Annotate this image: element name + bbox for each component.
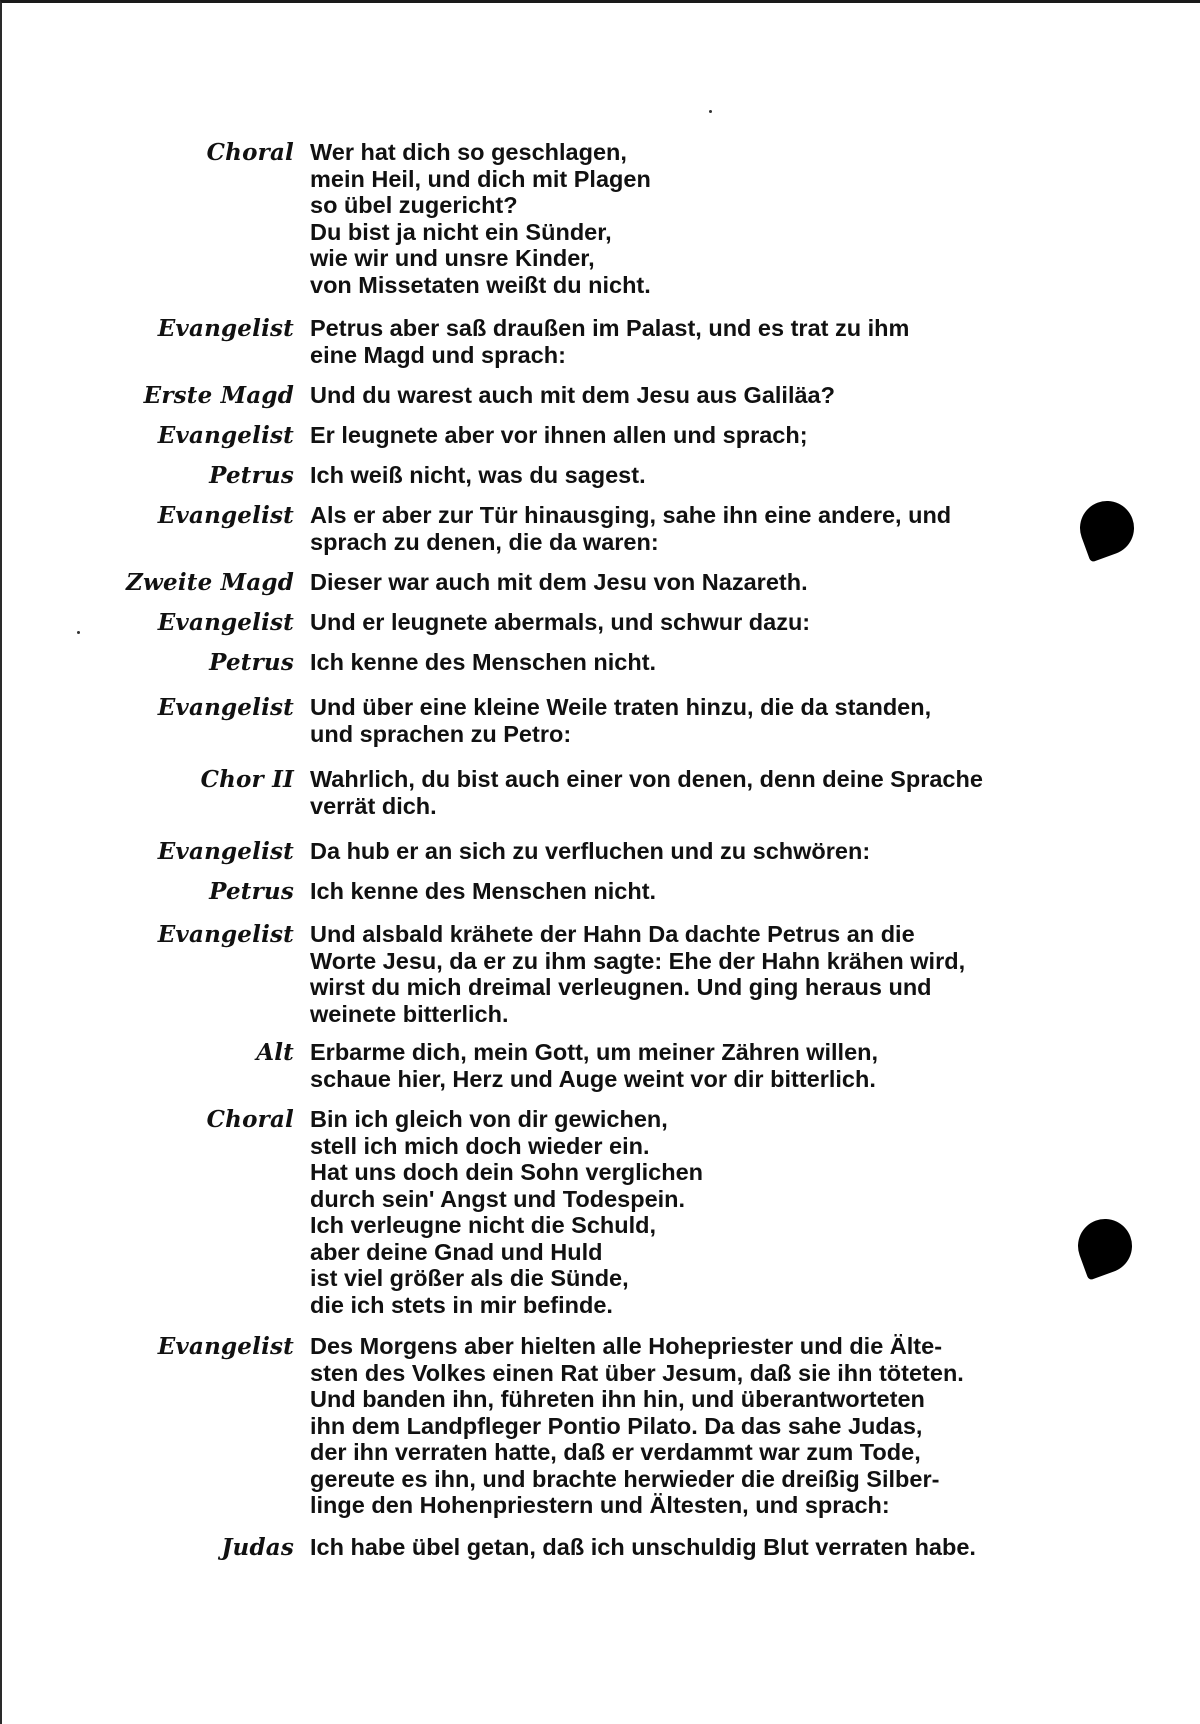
text-line: Da hub er an sich zu verfluchen und zu schwören: — [310, 838, 871, 864]
text-line: Des Morgens aber hielten alle Hohepriester und die Älte- — [310, 1333, 943, 1359]
libretto-entry — [2, 502, 1200, 555]
entry-text — [310, 649, 1050, 676]
text-line: Bin ich gleich von dir gewichen, — [310, 1106, 668, 1132]
libretto-entry — [2, 315, 1200, 368]
entry-text — [310, 422, 1050, 449]
speaker-label: Evangelist — [157, 609, 294, 636]
speaker-label: Evangelist — [157, 694, 294, 721]
entry-text — [310, 694, 1050, 747]
text-line: schaue hier, Herz und Auge weint vor dir bitterlich. — [310, 1065, 876, 1092]
text-line: Ich weiß nicht, was du sagest. — [310, 462, 646, 488]
speaker-label: Evangelist — [157, 921, 294, 948]
text-line: Dieser war auch mit dem Jesu von Nazareth. — [310, 569, 808, 595]
text-line: Und alsbald krähete der Hahn Da dachte Petrus an die — [310, 921, 915, 947]
text-line: ist viel größer als die Sünde, — [310, 1265, 629, 1291]
text-line: weinete bitterlich. — [310, 1000, 509, 1027]
libretto-entry — [2, 462, 1200, 489]
text-line: sten des Volkes einen Rat über Jesum, daß sie ihn töteten. — [310, 1359, 964, 1386]
text-line: Du bist ja nicht ein Sünder, — [310, 218, 612, 245]
entry-text — [310, 382, 1050, 409]
text-line: Als er aber zur Tür hinausging, sahe ihn eine andere, und — [310, 502, 952, 528]
text-line: stell ich mich doch wieder ein. — [310, 1132, 650, 1159]
speaker-label: Evangelist — [157, 838, 294, 865]
speaker-label: Evangelist — [157, 315, 294, 342]
text-line: Hat uns doch dein Sohn verglichen — [310, 1159, 704, 1185]
text-line: die ich stets in mir befinde. — [310, 1291, 613, 1318]
text-line: sprach zu denen, die da waren: — [310, 528, 659, 555]
text-line: Wahrlich, du bist auch einer von denen, denn deine Sprache — [310, 766, 983, 792]
speaker-label: Alt — [256, 1039, 294, 1066]
text-line: Und über eine kleine Weile traten hinzu, die da standen, — [310, 694, 932, 720]
text-line: gereute es ihn, und brachte herwieder die dreißig Silber- — [310, 1465, 940, 1492]
print-speck — [709, 110, 712, 113]
speaker-label: Evangelist — [157, 502, 294, 529]
speaker-label: Evangelist — [157, 422, 294, 449]
entry-text — [310, 609, 1050, 636]
libretto-entry — [2, 1039, 1200, 1092]
speaker-label: Evangelist — [157, 1333, 294, 1360]
text-line: und sprachen zu Petro: — [310, 720, 572, 747]
text-line: verrät dich. — [310, 792, 437, 819]
text-line: Ich habe übel getan, daß ich unschuldig Blut verraten habe. — [310, 1533, 976, 1560]
libretto-entry — [2, 609, 1200, 636]
entry-text — [310, 569, 1050, 596]
libretto-entry — [2, 139, 1200, 298]
speaker-label: Choral — [206, 139, 294, 166]
entry-text — [310, 1039, 1050, 1092]
libretto-text — [2, 139, 1200, 1561]
libretto-entry — [2, 1106, 1200, 1318]
entry-text — [310, 462, 1050, 489]
entry-text — [310, 1106, 1050, 1318]
text-line: Und du warest auch mit dem Jesu aus Galiläa? — [310, 382, 835, 408]
speaker-label: Petrus — [209, 649, 294, 676]
libretto-entry — [2, 1534, 1200, 1561]
entry-text — [310, 502, 1050, 555]
libretto-entry — [2, 694, 1200, 747]
speaker-label: Judas — [221, 1533, 294, 1561]
text-line: Und er leugnete abermals, und schwur dazu: — [310, 609, 811, 635]
print-speck — [77, 631, 80, 634]
text-line: Und banden ihn, führeten ihn hin, und überantworteten — [310, 1386, 925, 1412]
text-line: wie wir und unsre Kinder, — [310, 245, 595, 271]
entry-text — [310, 315, 1050, 368]
entry-text — [310, 1534, 1050, 1561]
text-line: Ich kenne des Menschen nicht. — [310, 878, 657, 904]
libretto-entry — [2, 838, 1200, 865]
text-line: wirst du mich dreimal verleugnen. Und ging heraus und — [310, 974, 932, 1000]
text-line: Petrus aber saß draußen im Palast, und es trat zu ihm — [310, 315, 910, 341]
text-line: der ihn verraten hatte, daß er verdammt war zum Tode, — [310, 1439, 921, 1465]
text-line: ihn dem Landpfleger Pontio Pilato. Da das sahe Judas, — [310, 1412, 923, 1439]
entry-text — [310, 139, 1050, 298]
text-line: so übel zugericht? — [310, 192, 518, 218]
libretto-entry — [2, 649, 1200, 676]
libretto-entry — [2, 569, 1200, 596]
text-line: Erbarme dich, mein Gott, um meiner Zähren willen, — [310, 1039, 879, 1065]
entry-text — [310, 1333, 1050, 1519]
text-line: Wer hat dich so geschlagen, — [310, 139, 627, 165]
text-line: Er leugnete aber vor ihnen allen und sprach; — [310, 422, 808, 448]
text-line: eine Magd und sprach: — [310, 341, 566, 368]
libretto-entry — [2, 921, 1200, 1027]
text-line: durch sein' Angst und Todespein. — [310, 1185, 686, 1212]
speaker-label: Chor II — [200, 766, 294, 793]
libretto-entry — [2, 1333, 1200, 1519]
entry-text — [310, 878, 1050, 905]
text-line: aber deine Gnad und Huld — [310, 1238, 603, 1265]
libretto-entry — [2, 422, 1200, 449]
entry-text — [310, 766, 1050, 819]
speaker-label: Choral — [206, 1106, 294, 1133]
text-line: Worte Jesu, da er zu ihm sagte: Ehe der Hahn krähen wird, — [310, 947, 966, 974]
text-line: von Missetaten weißt du nicht. — [310, 271, 651, 298]
speaker-label: Zweite Magd — [126, 569, 294, 596]
libretto-entry — [2, 382, 1200, 409]
text-line: mein Heil, und dich mit Plagen — [310, 165, 651, 192]
libretto-entry — [2, 878, 1200, 905]
text-line: Ich kenne des Menschen nicht. — [310, 649, 657, 675]
entry-text — [310, 921, 1050, 1027]
text-line: Ich verleugne nicht die Schuld, — [310, 1212, 657, 1238]
libretto-entry — [2, 766, 1200, 819]
speaker-label: Erste Magd — [143, 382, 294, 409]
speaker-label: Petrus — [209, 878, 294, 905]
text-line: linge den Hohenpriestern und Ältesten, und sprach: — [310, 1492, 890, 1518]
speaker-label: Petrus — [209, 462, 294, 489]
entry-text — [310, 838, 1050, 865]
